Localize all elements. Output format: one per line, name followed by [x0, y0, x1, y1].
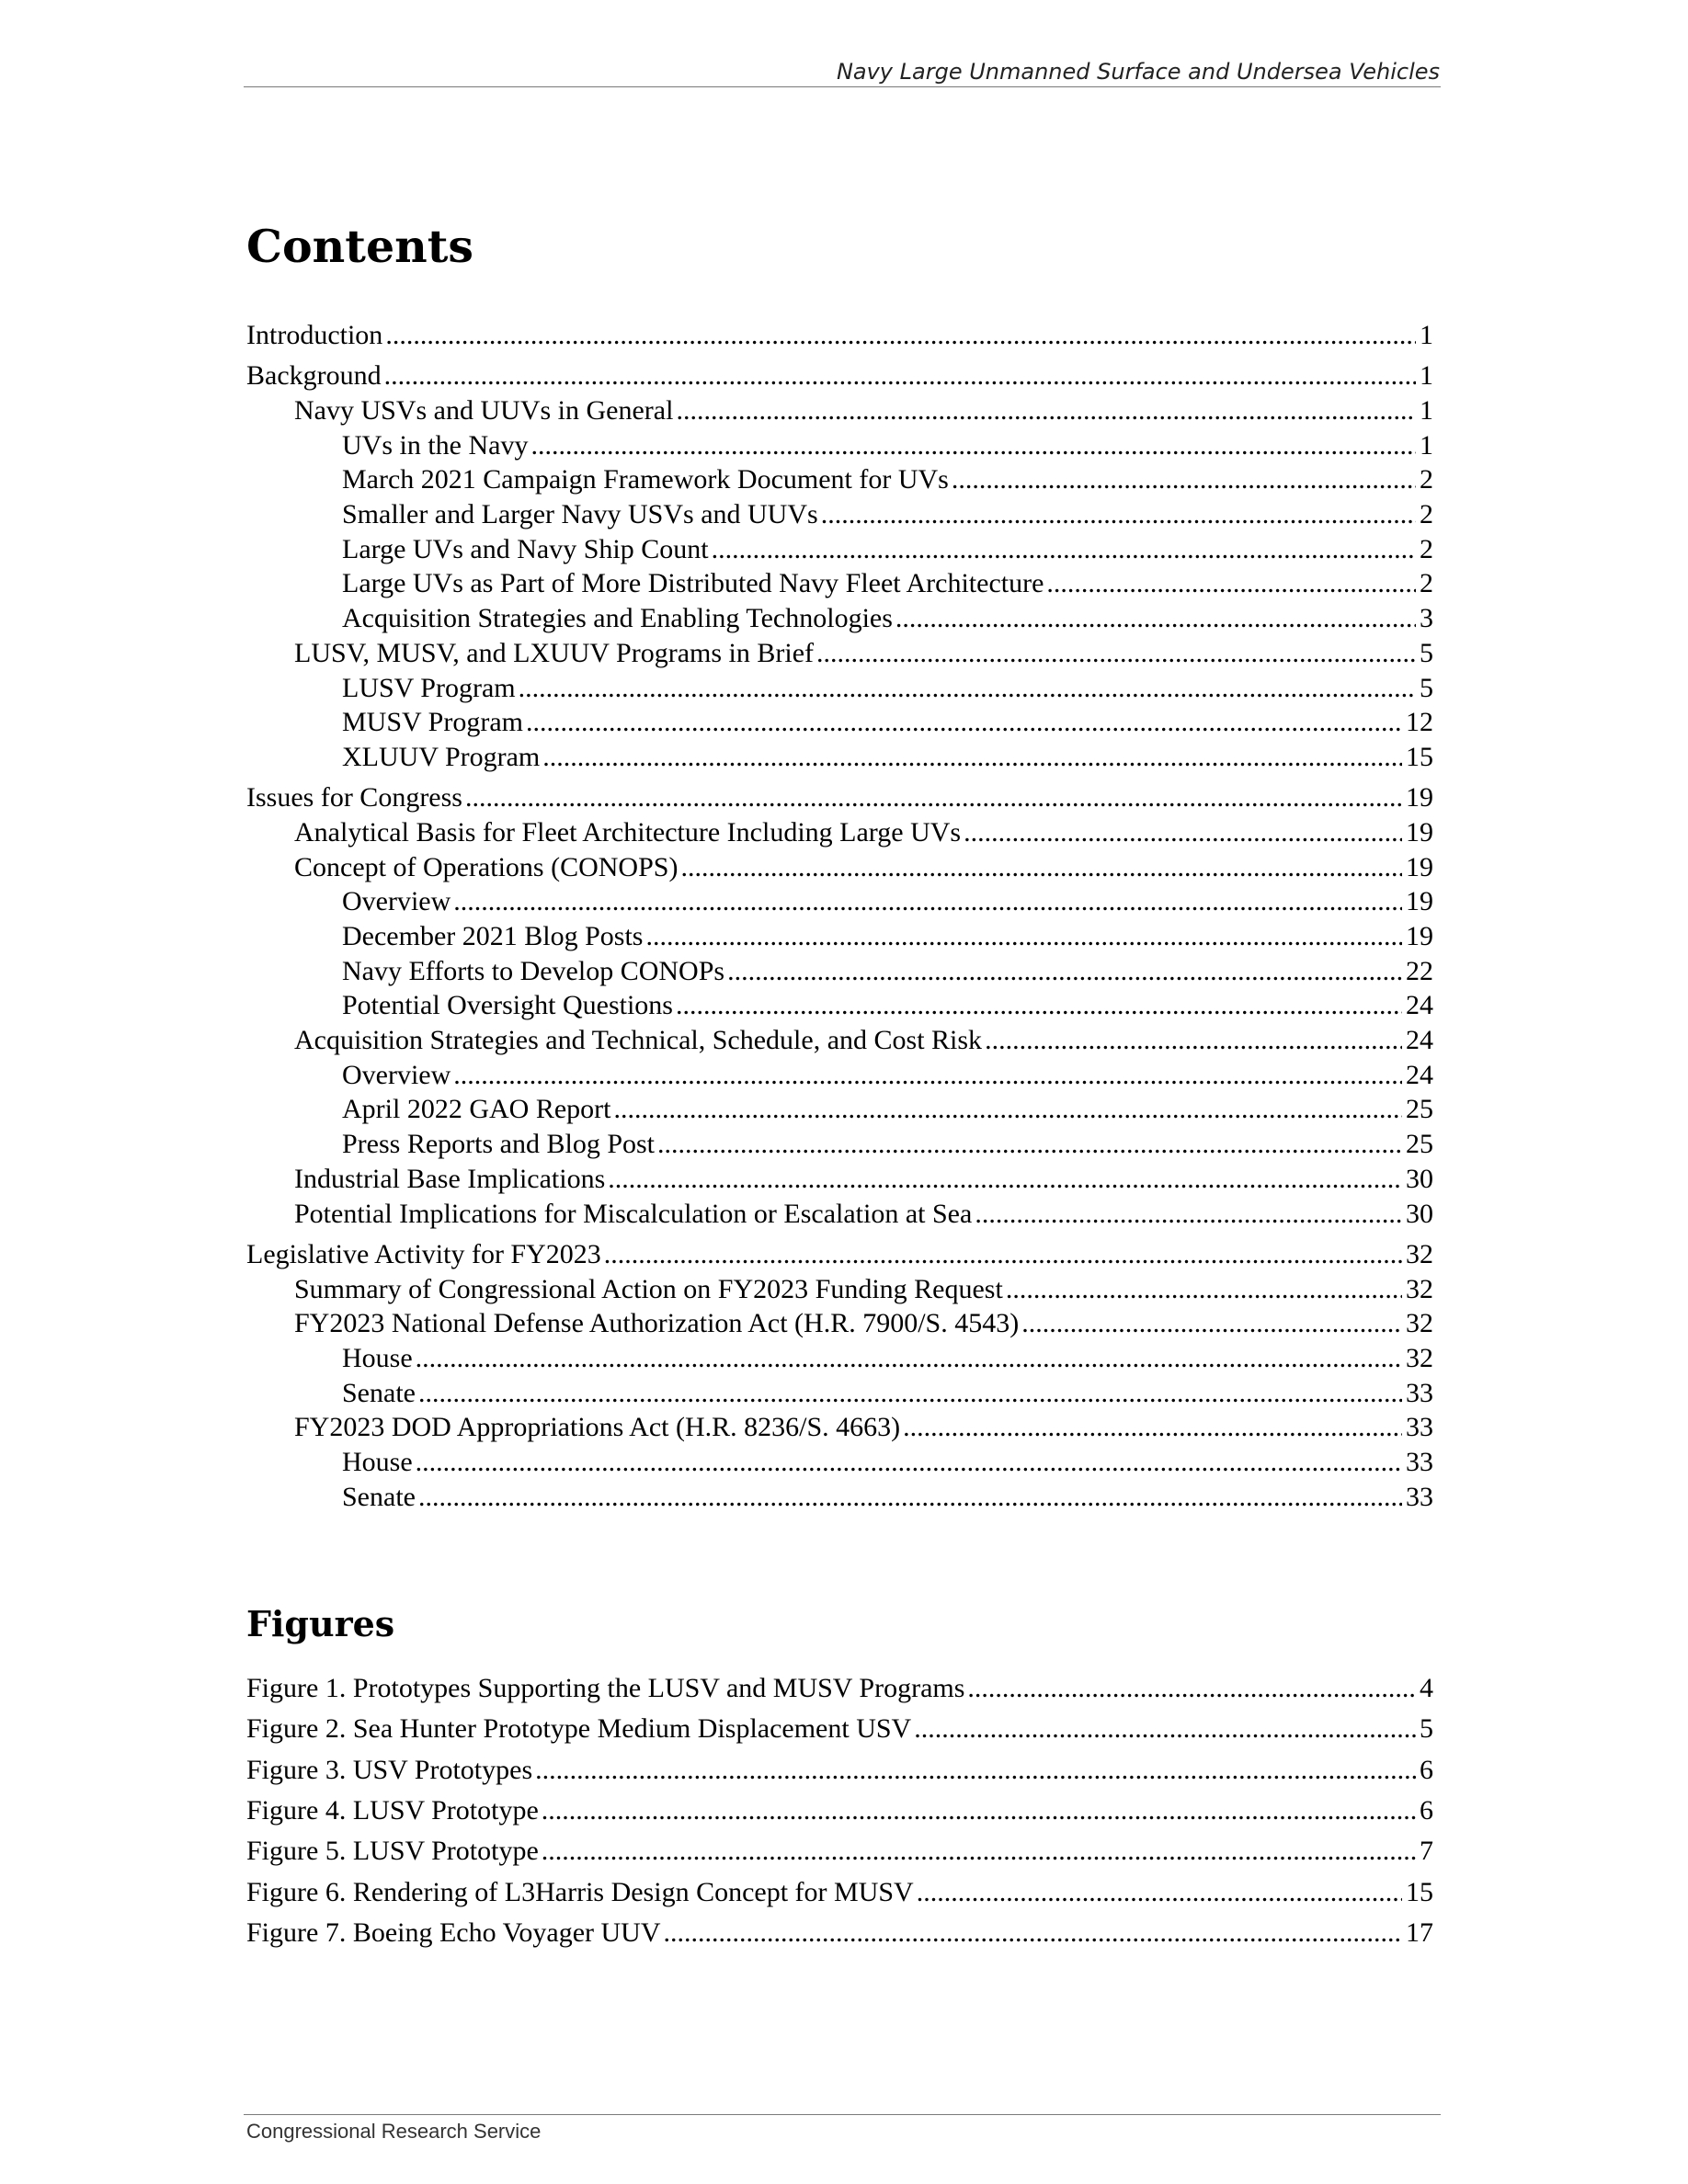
contents-entry[interactable]: [246, 1162, 1433, 1197]
toc-entry-page-number: 33: [1406, 1481, 1433, 1512]
toc-entry-page-number: 33: [1406, 1447, 1433, 1478]
toc-entry-page-number: 2: [1420, 464, 1433, 495]
toc-entry-title[interactable]: LUSV, MUSV, and LXUUV Programs in Brief: [294, 637, 815, 668]
contents-entry[interactable]: [246, 850, 1433, 885]
toc-entry-page-number: 6: [1420, 1795, 1433, 1826]
footer-rule: [244, 2114, 1441, 2115]
toc-entry-title[interactable]: UVs in the Navy: [342, 429, 529, 461]
toc-entry-title[interactable]: FY2023 DOD Appropriations Act (H.R. 8236/S. 4663): [294, 1412, 901, 1443]
figure-entry[interactable]: [246, 1753, 1433, 1788]
dot-leader: [816, 636, 1416, 671]
toc-entry-page-number: 24: [1406, 990, 1433, 1021]
contents-entry[interactable]: [246, 1306, 1433, 1341]
contents-entry[interactable]: [246, 671, 1433, 706]
figure-entry[interactable]: [246, 1671, 1433, 1706]
dot-leader: [465, 780, 1402, 815]
dot-leader: [676, 393, 1416, 428]
figure-entry[interactable]: [246, 1835, 1433, 1870]
dot-leader: [1021, 1306, 1402, 1341]
contents-entry[interactable]: [246, 815, 1433, 850]
contents-entry[interactable]: [246, 393, 1433, 428]
toc-entry-page-number: 5: [1420, 672, 1433, 703]
toc-entry-title[interactable]: Senate: [342, 1377, 416, 1408]
toc-entry-title[interactable]: XLUUV Program: [342, 741, 541, 772]
toc-entry-title[interactable]: Acquisition Strategies and Technical, Schedule, and Cost Risk: [294, 1025, 983, 1056]
toc-entry-page-number: 1: [1420, 395, 1433, 427]
toc-entry-title[interactable]: Figure 1. Prototypes Supporting the LUSV and MUSV Programs: [246, 1672, 965, 1703]
dot-leader: [727, 954, 1402, 989]
contents-entry[interactable]: [246, 497, 1433, 532]
toc-entry-page-number: 24: [1406, 1059, 1433, 1090]
toc-entry-page-number: 6: [1420, 1754, 1433, 1785]
contents-entry[interactable]: [246, 1197, 1433, 1232]
dot-leader: [1006, 1272, 1402, 1307]
dot-leader: [821, 497, 1416, 532]
toc-entry-title[interactable]: Figure 6. Rendering of L3Harris Design Concept for MUSV: [246, 1876, 914, 1907]
dot-leader: [657, 1127, 1402, 1162]
contents-entry[interactable]: [246, 1445, 1433, 1480]
toc-entry-page-number: 33: [1406, 1377, 1433, 1408]
toc-entry-title[interactable]: Navy Efforts to Develop CONOPs: [342, 955, 725, 986]
toc-entry-title[interactable]: LUSV Program: [342, 672, 516, 703]
contents-entry[interactable]: [246, 567, 1433, 602]
toc-entry-title[interactable]: Senate: [342, 1481, 416, 1512]
toc-entry-title[interactable]: Background: [246, 360, 382, 392]
toc-entry-title[interactable]: Concept of Operations (CONOPS): [294, 851, 679, 882]
dot-leader: [680, 850, 1402, 885]
toc-entry-page-number: 5: [1420, 637, 1433, 668]
contents-entry[interactable]: [246, 1480, 1433, 1515]
figure-entry[interactable]: [246, 1875, 1433, 1910]
contents-entry[interactable]: [246, 358, 1433, 393]
dot-leader: [416, 1445, 1402, 1480]
toc-entry-title[interactable]: Issues for Congress: [246, 782, 462, 813]
toc-entry-page-number: 1: [1420, 360, 1433, 392]
header-rule: [244, 86, 1441, 87]
dot-leader: [1046, 567, 1416, 602]
contents-entry[interactable]: [246, 954, 1433, 989]
contents-entry[interactable]: [246, 1341, 1433, 1376]
figure-entry[interactable]: [246, 1712, 1433, 1746]
dot-leader: [453, 884, 1402, 919]
toc-entry-title[interactable]: Smaller and Larger Navy USVs and UUVs: [342, 499, 818, 530]
dot-leader: [530, 428, 1416, 463]
dot-leader: [985, 1023, 1402, 1058]
dot-leader: [385, 318, 1416, 353]
toc-entry-page-number: 2: [1420, 499, 1433, 530]
dot-leader: [967, 1671, 1416, 1706]
toc-entry-title[interactable]: FY2023 National Defense Authorization Act (H.R. 7900/S. 4543): [294, 1308, 1020, 1339]
contents-entry[interactable]: [246, 1127, 1433, 1162]
toc-entry-page-number: 32: [1406, 1273, 1433, 1304]
figure-entry[interactable]: [246, 1793, 1433, 1828]
toc-entry-page-number: 32: [1406, 1308, 1433, 1339]
dot-leader: [903, 1410, 1402, 1445]
contents-entry[interactable]: [246, 532, 1433, 567]
figure-entry[interactable]: [246, 1916, 1433, 1951]
toc-entry-title[interactable]: December 2021 Blog Posts: [342, 921, 644, 952]
toc-entry-page-number: 30: [1406, 1163, 1433, 1194]
toc-entry-title[interactable]: Figure 3. USV Prototypes: [246, 1754, 533, 1785]
toc-entry-page-number: 4: [1420, 1672, 1433, 1703]
toc-entry-title[interactable]: Industrial Base Implications: [294, 1163, 606, 1194]
toc-entry-page-number: 5: [1420, 1713, 1433, 1745]
toc-entry-title[interactable]: Figure 5. LUSV Prototype: [246, 1836, 539, 1867]
toc-entry-page-number: 2: [1420, 568, 1433, 599]
toc-entry-title[interactable]: Introduction: [246, 319, 383, 350]
dot-leader: [604, 1237, 1402, 1272]
contents-entry[interactable]: [246, 1376, 1433, 1411]
toc-entry-page-number: 19: [1406, 851, 1433, 882]
toc-entry-page-number: 25: [1406, 1094, 1433, 1125]
toc-entry-page-number: 2: [1420, 533, 1433, 564]
dot-leader: [964, 815, 1402, 850]
dot-leader: [526, 705, 1402, 740]
toc-entry-title[interactable]: Figure 4. LUSV Prototype: [246, 1795, 539, 1826]
toc-entry-page-number: 3: [1420, 603, 1433, 634]
contents-entry[interactable]: [246, 780, 1433, 815]
toc-entry-page-number: 32: [1406, 1342, 1433, 1373]
figures-list: [246, 1671, 1433, 1951]
dot-leader: [613, 1093, 1402, 1128]
dot-leader: [895, 601, 1416, 636]
dot-leader: [975, 1197, 1402, 1232]
dot-leader: [542, 1793, 1416, 1828]
contents-entry[interactable]: [246, 919, 1433, 954]
contents-entry[interactable]: [246, 1272, 1433, 1307]
dot-leader: [676, 988, 1402, 1023]
contents-entry[interactable]: [246, 1023, 1433, 1058]
toc-entry-page-number: 25: [1406, 1129, 1433, 1160]
running-header: Navy Large Unmanned Surface and Undersea Vehicles: [836, 59, 1440, 85]
toc-entry-title[interactable]: Acquisition Strategies and Enabling Technologies: [342, 603, 893, 634]
toc-entry-page-number: 22: [1406, 955, 1433, 986]
dot-leader: [608, 1162, 1402, 1197]
toc-entry-title[interactable]: Navy USVs and UUVs in General: [294, 395, 674, 427]
toc-entry-title[interactable]: Legislative Activity for FY2023: [246, 1238, 601, 1269]
footer-publisher: Congressional Research Service: [246, 2120, 542, 2143]
toc-entry-page-number: 19: [1406, 782, 1433, 813]
toc-entry-title[interactable]: Figure 2. Sea Hunter Prototype Medium Displacement USV: [246, 1713, 912, 1745]
dot-leader: [519, 671, 1416, 706]
contents-list: [246, 318, 1433, 1514]
dot-leader: [453, 1058, 1402, 1093]
contents-entry[interactable]: [246, 1410, 1433, 1445]
dot-leader: [542, 740, 1402, 775]
dot-leader: [418, 1376, 1402, 1411]
toc-entry-page-number: 15: [1406, 1876, 1433, 1907]
toc-entry-page-number: 15: [1406, 741, 1433, 772]
dot-leader: [914, 1712, 1416, 1746]
toc-entry-page-number: 19: [1406, 921, 1433, 952]
toc-entry-title[interactable]: House: [342, 1447, 413, 1478]
dot-leader: [416, 1341, 1402, 1376]
figures-heading: Figures: [246, 1603, 395, 1644]
contents-entry[interactable]: [246, 988, 1433, 1023]
toc-entry-title[interactable]: Overview: [342, 1059, 451, 1090]
contents-entry[interactable]: [246, 740, 1433, 775]
toc-entry-title[interactable]: Potential Oversight Questions: [342, 990, 673, 1021]
contents-entry[interactable]: [246, 462, 1433, 497]
toc-entry-title[interactable]: Press Reports and Blog Post: [342, 1129, 656, 1160]
contents-entry[interactable]: [246, 705, 1433, 740]
toc-entry-page-number: 30: [1406, 1198, 1433, 1229]
toc-entry-title[interactable]: Summary of Congressional Action on FY2023 Funding Request: [294, 1273, 1003, 1304]
toc-entry-title[interactable]: Potential Implications for Miscalculation or Escalation at Sea: [294, 1198, 973, 1229]
toc-entry-title[interactable]: Analytical Basis for Fleet Architecture Including Large UVs: [294, 816, 962, 847]
contents-entry[interactable]: [246, 318, 1433, 353]
toc-entry-page-number: 19: [1406, 886, 1433, 917]
toc-entry-title[interactable]: March 2021 Campaign Framework Document for UVs: [342, 464, 949, 495]
contents-entry[interactable]: [246, 636, 1433, 671]
dot-leader: [535, 1753, 1416, 1788]
contents-entry[interactable]: [246, 884, 1433, 919]
dot-leader: [384, 358, 1416, 393]
toc-entry-page-number: 32: [1406, 1238, 1433, 1269]
toc-entry-page-number: 12: [1406, 707, 1433, 738]
dot-leader: [917, 1875, 1402, 1910]
toc-entry-title[interactable]: April 2022 GAO Report: [342, 1094, 611, 1125]
toc-entry-title[interactable]: MUSV Program: [342, 707, 523, 738]
contents-entry[interactable]: [246, 1058, 1433, 1093]
contents-entry[interactable]: [246, 1237, 1433, 1272]
toc-entry-title[interactable]: Large UVs as Part of More Distributed Navy Fleet Architecture: [342, 568, 1044, 599]
contents-entry[interactable]: [246, 601, 1433, 636]
toc-entry-page-number: 1: [1420, 319, 1433, 350]
toc-entry-title[interactable]: House: [342, 1342, 413, 1373]
dot-leader: [712, 532, 1416, 567]
dot-leader: [664, 1916, 1403, 1951]
toc-entry-title[interactable]: Figure 7. Boeing Echo Voyager UUV: [246, 1917, 661, 1949]
toc-entry-title[interactable]: Overview: [342, 886, 451, 917]
dot-leader: [645, 919, 1402, 954]
contents-entry[interactable]: [246, 1093, 1433, 1128]
dot-leader: [418, 1480, 1402, 1515]
toc-entry-page-number: 17: [1406, 1917, 1433, 1949]
contents-heading: Contents: [246, 220, 473, 273]
dot-leader: [952, 462, 1416, 497]
contents-entry[interactable]: [246, 428, 1433, 463]
toc-entry-page-number: 19: [1406, 816, 1433, 847]
toc-entry-page-number: 33: [1406, 1412, 1433, 1443]
toc-entry-page-number: 7: [1420, 1836, 1433, 1867]
toc-entry-page-number: 1: [1420, 429, 1433, 461]
toc-entry-title[interactable]: Large UVs and Navy Ship Count: [342, 533, 709, 564]
toc-entry-page-number: 24: [1406, 1025, 1433, 1056]
dot-leader: [542, 1835, 1416, 1870]
